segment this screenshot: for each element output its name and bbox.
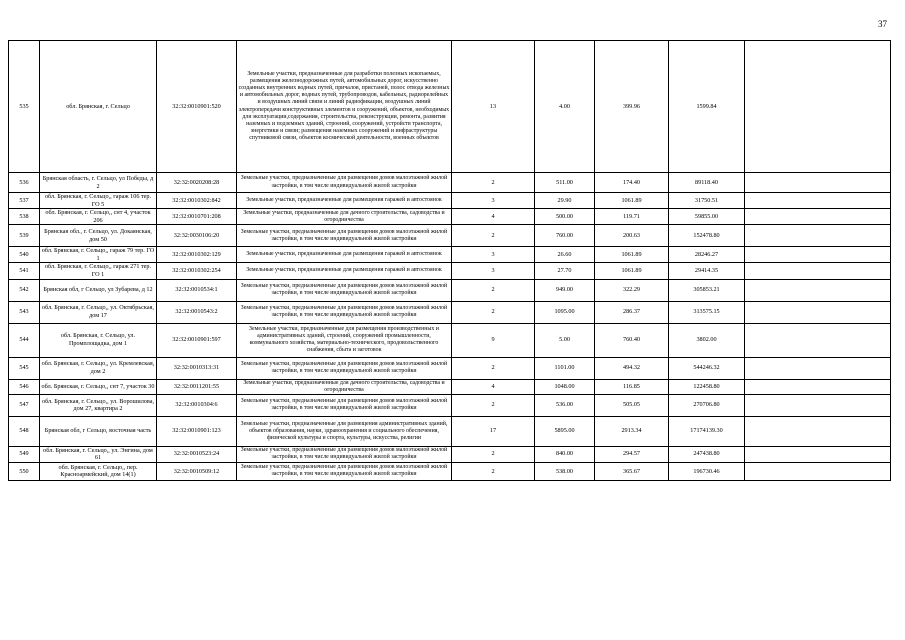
- empty-cell: [745, 323, 891, 357]
- land-purpose: Земельные участки, предназначенные для размещения домов малоэтажной жилой застройки, в том числе индивидуальной жилой застройки: [237, 462, 452, 480]
- cadastral-value: 196730.46: [669, 462, 745, 480]
- land-purpose: Земельные участки, предназначенные для размещения гаражей и автостоянок: [237, 263, 452, 279]
- address-cell: обл. Брянская, г. Сельцо, ул. Промплощадка, дом 1: [40, 323, 157, 357]
- group-code: 4: [452, 379, 535, 394]
- land-purpose: Земельные участки, предназначенные для размещения домов малоэтажной жилой застройки, в том числе индивидуальной жилой застройки: [237, 279, 452, 301]
- row-number: 536: [9, 173, 40, 193]
- group-code: 2: [452, 446, 535, 462]
- group-code: 2: [452, 357, 535, 379]
- cadastral-rate: 1061.89: [595, 193, 669, 209]
- land-purpose: Земельные участки, предназначенные для размещения гаражей и автостоянок: [237, 193, 452, 209]
- table-row: [9, 209, 891, 225]
- cadastral-value: 544246.32: [669, 357, 745, 379]
- address-cell: Брянская область, г. Сельцо, ул Победы, д 2: [40, 173, 157, 193]
- cadastral-value: 313575.15: [669, 301, 745, 323]
- land-purpose: Земельные участки, предназначенные для размещения гаражей и автостоянок: [237, 247, 452, 263]
- empty-cell: [745, 279, 891, 301]
- table-row: [9, 225, 891, 247]
- empty-cell: [745, 209, 891, 225]
- empty-cell: [745, 416, 891, 446]
- table-row: [9, 301, 891, 323]
- cadastral-rate: 399.96: [595, 41, 669, 173]
- empty-cell: [745, 247, 891, 263]
- cadastral-value: 270706.80: [669, 394, 745, 416]
- cadastral-value: 3802.00: [669, 323, 745, 357]
- cadastral-value: 29414.35: [669, 263, 745, 279]
- empty-cell: [745, 41, 891, 173]
- group-code: 3: [452, 247, 535, 263]
- cadastral-rate: 365.67: [595, 462, 669, 480]
- area-value: 949.00: [535, 279, 595, 301]
- table-row: [9, 462, 891, 480]
- row-number: 547: [9, 394, 40, 416]
- table-row: [9, 357, 891, 379]
- table-row: [9, 247, 891, 263]
- address-cell: обл. Брянская, г. Сельцо: [40, 41, 157, 173]
- empty-cell: [745, 379, 891, 394]
- area-value: 840.00: [535, 446, 595, 462]
- address-cell: обл. Брянская, г. Сельцо,, ул. Кремлевская, дом 2: [40, 357, 157, 379]
- cadastral-number: 32:32:0010534:1: [157, 279, 237, 301]
- cadastral-value: 247438.80: [669, 446, 745, 462]
- row-number: 548: [9, 416, 40, 446]
- row-number: 541: [9, 263, 40, 279]
- empty-cell: [745, 446, 891, 462]
- group-code: 2: [452, 301, 535, 323]
- area-value: 26.60: [535, 247, 595, 263]
- address-cell: обл. Брянская, г. Сельцо,, гараж 106 тер. ГО 5: [40, 193, 157, 209]
- cadastral-number: 32:32:0010901:597: [157, 323, 237, 357]
- group-code: 2: [452, 462, 535, 480]
- area-value: 1048.00: [535, 379, 595, 394]
- row-number: 543: [9, 301, 40, 323]
- page-number: 37: [878, 19, 887, 29]
- area-value: 1101.00: [535, 357, 595, 379]
- cadastral-rate: 1061.89: [595, 263, 669, 279]
- area-value: 4.00: [535, 41, 595, 173]
- cadastral-value: 152478.80: [669, 225, 745, 247]
- address-cell: обл. Брянская, г. Сельцо,, гараж 79 тер. ГО 1: [40, 247, 157, 263]
- cadastral-rate: 2913.34: [595, 416, 669, 446]
- cadastral-value: 1599.84: [669, 41, 745, 173]
- row-number: 550: [9, 462, 40, 480]
- address-cell: обл. Брянская, г. Сельцо,, снт 4, участок 206: [40, 209, 157, 225]
- cadastral-number: 32:32:0010313:31: [157, 357, 237, 379]
- cadastral-rate: 1061.89: [595, 247, 669, 263]
- table-row: [9, 416, 891, 446]
- cadastral-value: 89118.40: [669, 173, 745, 193]
- land-purpose: Земельные участки, предназначенные для размещения домов малоэтажной жилой застройки, в том числе индивидуальной жилой застройки: [237, 357, 452, 379]
- cadastral-rate: 494.32: [595, 357, 669, 379]
- land-purpose: Земельные участки, предназначенные для размещения производственных и административных зданий, строений, сооружений промышленности, коммунального хозяйства, материально-технического, продовольственного снабжения, сбыта и заготовок: [237, 323, 452, 357]
- cadastral-rate: 294.57: [595, 446, 669, 462]
- address-cell: Брянская обл, г Сельцо, восточная часть: [40, 416, 157, 446]
- area-value: 1095.00: [535, 301, 595, 323]
- cadastral-value: 17174139.30: [669, 416, 745, 446]
- cadastral-rate: 286.37: [595, 301, 669, 323]
- area-value: 760.00: [535, 225, 595, 247]
- cadastral-number: 32:32:0010901:123: [157, 416, 237, 446]
- table-row: [9, 379, 891, 394]
- cadastral-value: 305853.21: [669, 279, 745, 301]
- area-value: 5895.00: [535, 416, 595, 446]
- row-number: 542: [9, 279, 40, 301]
- cadastral-rate: 116.85: [595, 379, 669, 394]
- group-code: 2: [452, 225, 535, 247]
- group-code: 2: [452, 173, 535, 193]
- group-code: 13: [452, 41, 535, 173]
- cadastral-number: 32:32:0010543:2: [157, 301, 237, 323]
- address-cell: обл. Брянская, г. Сельцо,, ул. Октябрьская, дом 17: [40, 301, 157, 323]
- cadastral-number: 32:32:0010304:6: [157, 394, 237, 416]
- group-code: 4: [452, 209, 535, 225]
- table-row: [9, 193, 891, 209]
- address-cell: Брянская обл, г Сельцо, ул Зубарева, д 12: [40, 279, 157, 301]
- cadastral-number: 32:32:0030106:20: [157, 225, 237, 247]
- cadastral-rate: 505.05: [595, 394, 669, 416]
- area-value: 511.00: [535, 173, 595, 193]
- land-purpose: Земельные участки, предназначенные для разработки полезных ископаемых, размещения железнодорожных путей, автомобильных дорог, искусственно созданных внутренних водных путей, причалов, пристаней, полос отвода железных и автомобильных дорог, водных путей, трубопроводов, кабельных, радиорелейных и воздушных линий связи и линий радиофикации, воздушных линий электропередачи конструктивных элементов и сооружений, объектов, необходимых для эксплуатации,содержания, строительства, реконструкции, ремонта, развития наземных и подземных зданий, строений, сооружений, устройств транспорта, энергетики и связи; размещения наземных сооружений и инфраструктуры спутниковой связи, объектов космической деятельности, военных объектов: [237, 41, 452, 173]
- area-value: 5.00: [535, 323, 595, 357]
- area-value: 29.90: [535, 193, 595, 209]
- group-code: 3: [452, 263, 535, 279]
- row-number: 544: [9, 323, 40, 357]
- land-purpose: Земельные участки, предназначенные для размещения домов малоэтажной жилой застройки, в том числе индивидуальной жилой застройки: [237, 446, 452, 462]
- land-purpose: Земельные участки, предназначенные для размещения административных зданий, объектов образования, науки, здравоохранения и социального обеспечения, физической культуры и спорта, культуры, искусства, религии: [237, 416, 452, 446]
- group-code: 3: [452, 193, 535, 209]
- row-number: 546: [9, 379, 40, 394]
- cadastral-rate: 200.63: [595, 225, 669, 247]
- cadastral-number: 32:32:0010901:520: [157, 41, 237, 173]
- address-cell: обл. Брянская, г. Сельцо,, снт 7, участок 30: [40, 379, 157, 394]
- row-number: 538: [9, 209, 40, 225]
- group-code: 9: [452, 323, 535, 357]
- cadastral-number: 32:32:0010509:12: [157, 462, 237, 480]
- empty-cell: [745, 225, 891, 247]
- land-purpose: Земельные участки, предназначенные для дачного строительства, садоводства и огородничества: [237, 379, 452, 394]
- table-row: [9, 446, 891, 462]
- land-purpose: Земельные участки, предназначенные для размещения домов малоэтажной жилой застройки, в том числе индивидуальной жилой застройки: [237, 173, 452, 193]
- empty-cell: [745, 173, 891, 193]
- address-cell: обл. Брянская, г. Сельцо,, пер. Красноармейский, дом 14(1): [40, 462, 157, 480]
- cadastral-number: 32:32:0010302:842: [157, 193, 237, 209]
- empty-cell: [745, 394, 891, 416]
- land-registry-table: [8, 40, 891, 481]
- table-row: [9, 323, 891, 357]
- area-value: 536.00: [535, 394, 595, 416]
- cadastral-value: 28246.27: [669, 247, 745, 263]
- row-number: 540: [9, 247, 40, 263]
- group-code: 2: [452, 394, 535, 416]
- row-number: 535: [9, 41, 40, 173]
- address-cell: Брянская обл., г. Сельцо, ул. Докаянская, дом 50: [40, 225, 157, 247]
- cadastral-value: 31750.51: [669, 193, 745, 209]
- row-number: 537: [9, 193, 40, 209]
- land-purpose: Земельные участки, предназначенные для дачного строительства, садоводства и огородничества: [237, 209, 452, 225]
- empty-cell: [745, 301, 891, 323]
- area-value: 538.00: [535, 462, 595, 480]
- cadastral-rate: 760.40: [595, 323, 669, 357]
- table-row: [9, 41, 891, 173]
- table-row: [9, 173, 891, 193]
- empty-cell: [745, 357, 891, 379]
- area-value: 500.00: [535, 209, 595, 225]
- row-number: 549: [9, 446, 40, 462]
- group-code: 17: [452, 416, 535, 446]
- cadastral-number: 32:32:0010701:208: [157, 209, 237, 225]
- land-purpose: Земельные участки, предназначенные для размещения домов малоэтажной жилой застройки, в том числе индивидуальной жилой застройки: [237, 225, 452, 247]
- empty-cell: [745, 462, 891, 480]
- cadastral-number: 32:32:0011201:55: [157, 379, 237, 394]
- table-row: [9, 263, 891, 279]
- land-purpose: Земельные участки, предназначенные для размещения домов малоэтажной жилой застройки, в том числе индивидуальной жилой застройки: [237, 394, 452, 416]
- group-code: 2: [452, 279, 535, 301]
- cadastral-number: 32:32:0010523:24: [157, 446, 237, 462]
- empty-cell: [745, 193, 891, 209]
- cadastral-rate: 174.40: [595, 173, 669, 193]
- cadastral-value: 59855.00: [669, 209, 745, 225]
- cadastral-number: 32:32:0010302:254: [157, 263, 237, 279]
- address-cell: обл. Брянская, г. Сельцо,, ул. Энгина, дом 61: [40, 446, 157, 462]
- cadastral-value: 122458.80: [669, 379, 745, 394]
- cadastral-number: 32:32:0020208:28: [157, 173, 237, 193]
- row-number: 539: [9, 225, 40, 247]
- table-row: [9, 279, 891, 301]
- row-number: 545: [9, 357, 40, 379]
- address-cell: обл. Брянская, г. Сельцо,, гараж 271 тер. ГО 1: [40, 263, 157, 279]
- cadastral-number: 32:32:0010302:129: [157, 247, 237, 263]
- address-cell: обл. Брянская, г. Сельцо,, ул. Ворошилова, дом 27, квартира 2: [40, 394, 157, 416]
- cadastral-rate: 322.29: [595, 279, 669, 301]
- empty-cell: [745, 263, 891, 279]
- table-row: [9, 394, 891, 416]
- cadastral-rate: 119.71: [595, 209, 669, 225]
- land-purpose: Земельные участки, предназначенные для размещения домов малоэтажной жилой застройки, в том числе индивидуальной жилой застройки: [237, 301, 452, 323]
- area-value: 27.70: [535, 263, 595, 279]
